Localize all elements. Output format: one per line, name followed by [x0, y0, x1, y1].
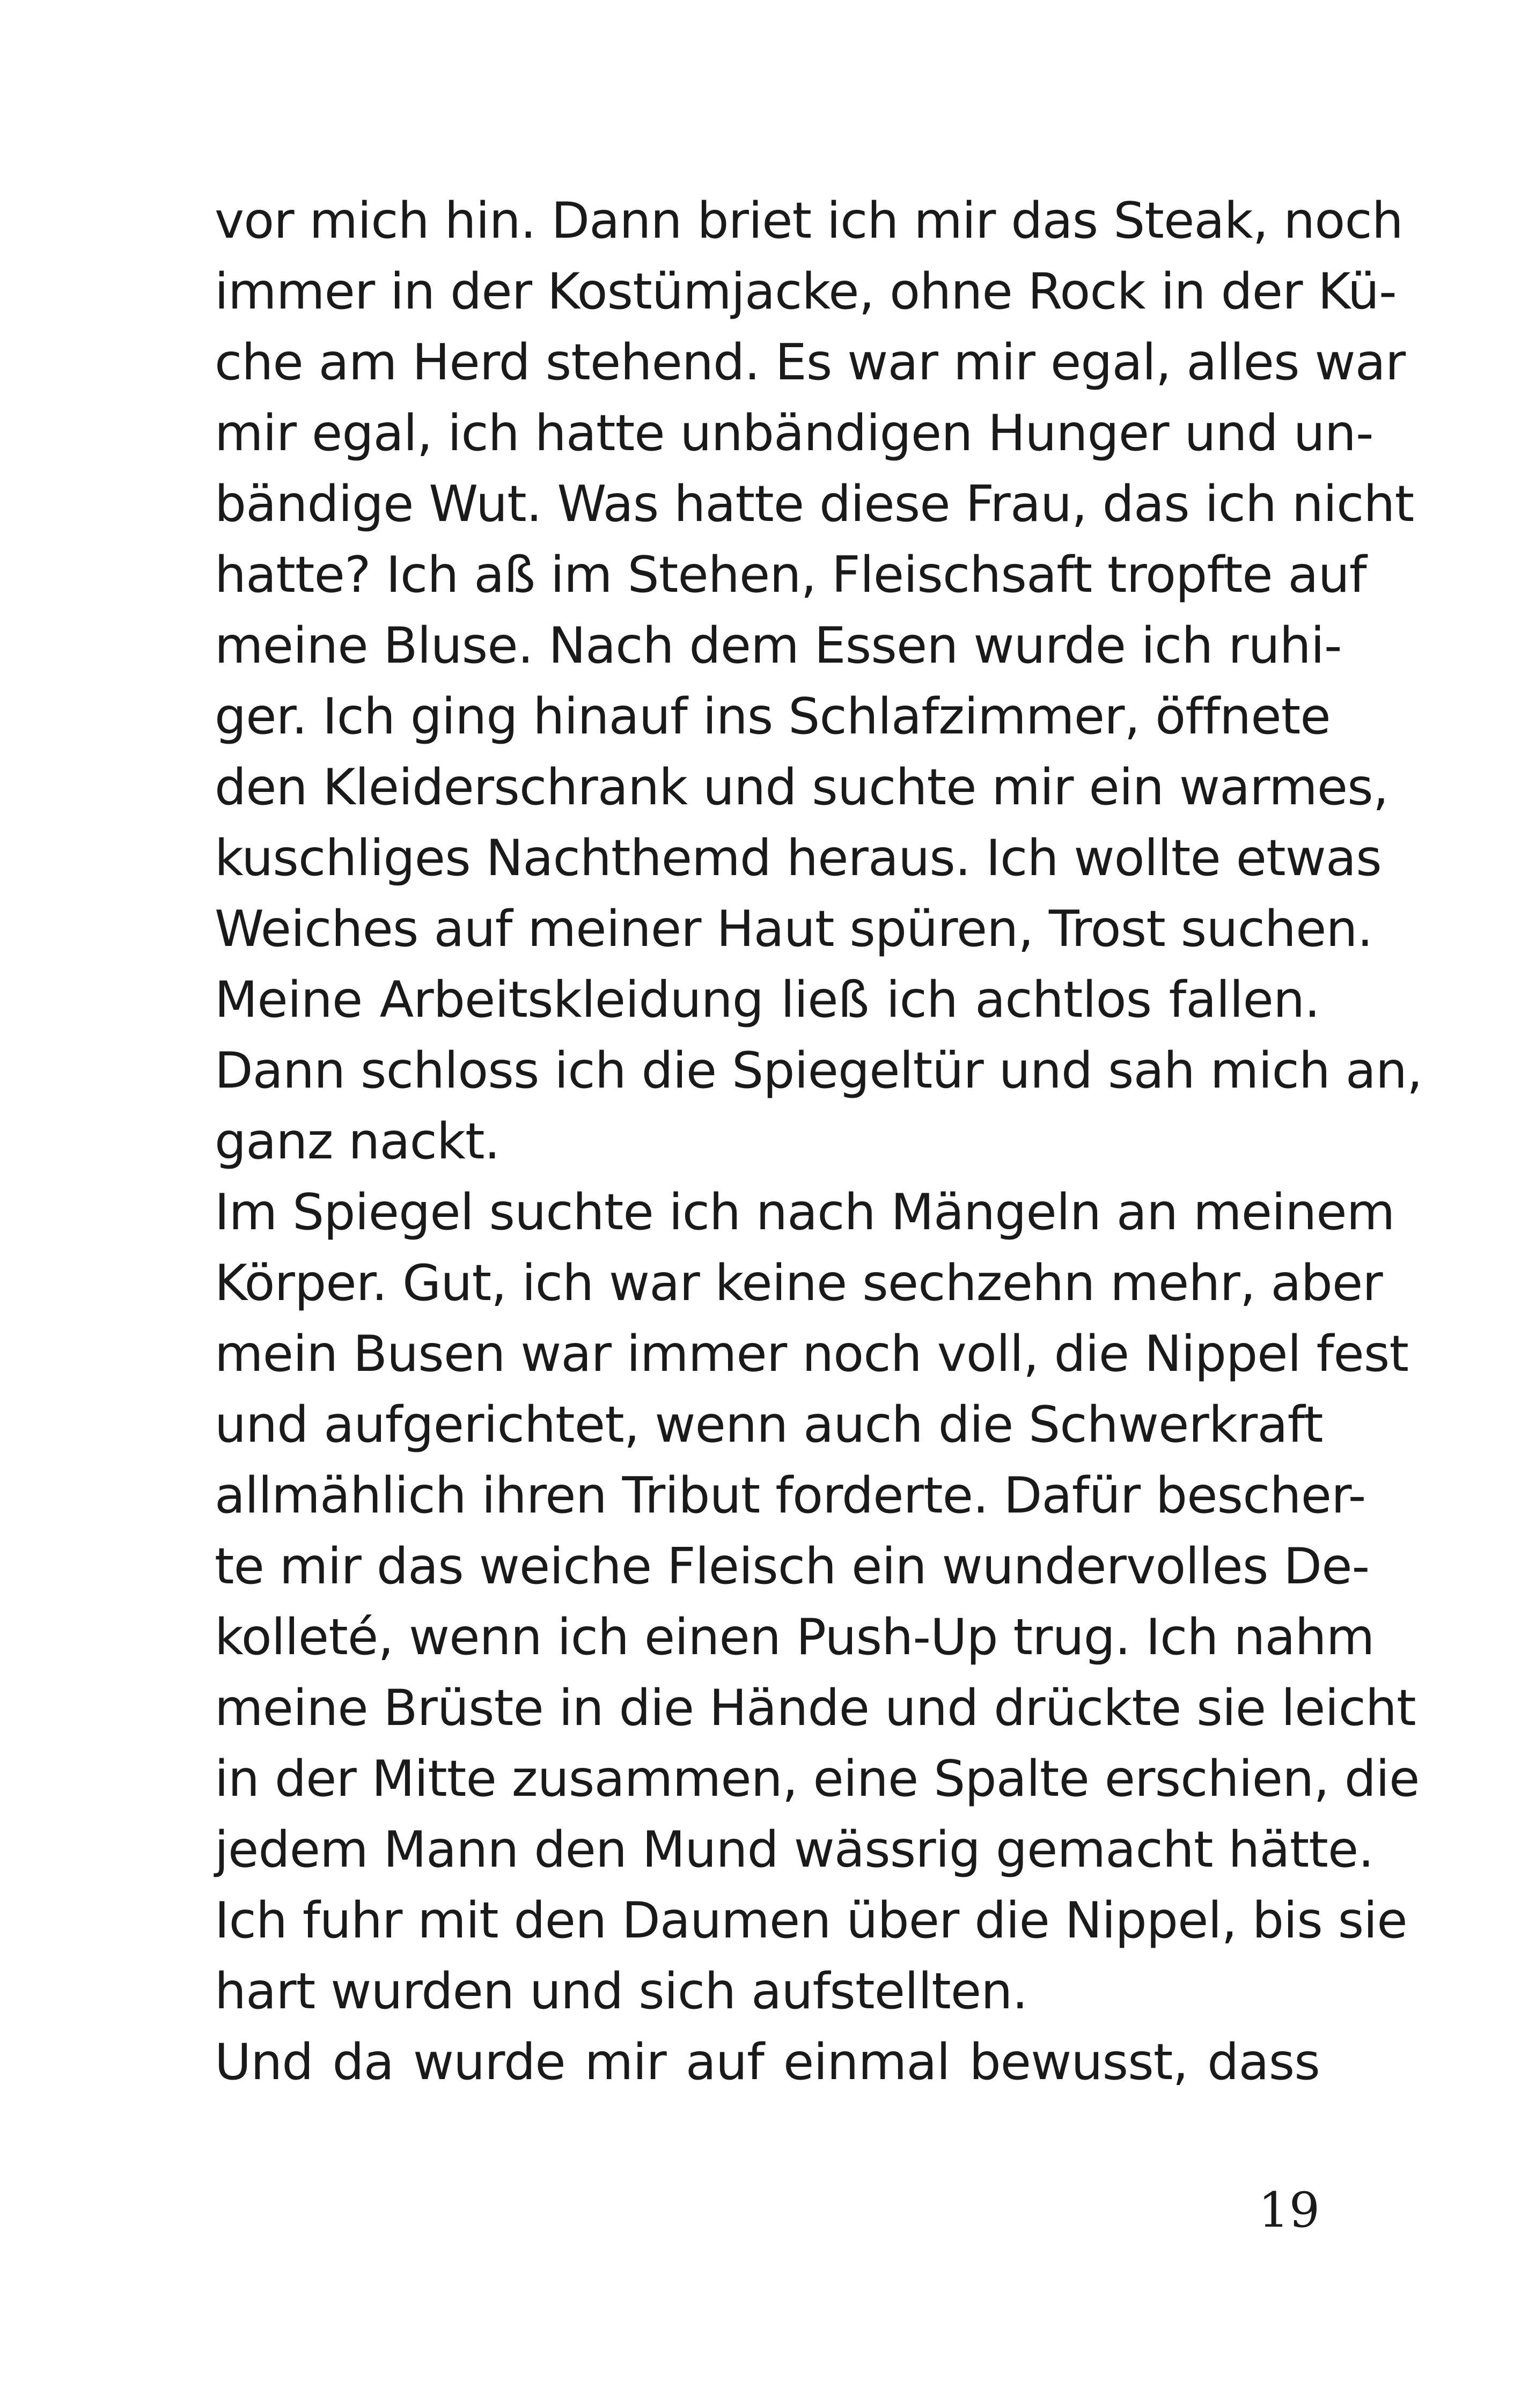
page-number: 19	[1258, 2182, 1320, 2238]
paragraph-end-line: hart wurden und sich aufstellten.	[215, 1962, 1028, 2020]
text-line: Dann schloss ich die Spiegeltür und sah mich an,	[215, 1041, 1422, 1099]
text-line: jedem Mann den Mund wässrig gemacht hätte.	[215, 1820, 1374, 1878]
text-line: kolleté, wenn ich einen Push-Up trug. Ich nahm	[215, 1608, 1375, 1666]
text-line: Ich fuhr mit den Daumen über die Nippel, bis sie	[215, 1891, 1407, 1949]
text-line: bändige Wut. Was hatte diese Frau, das ich nicht	[215, 475, 1414, 533]
text-line: te mir das weiche Fleisch ein wundervolles De-	[215, 1537, 1370, 1595]
text-line: hatte? Ich aß im Stehen, Fleischsaft tropfte auf	[215, 546, 1366, 604]
text-line: mein Busen war immer noch voll, die Nippel fest	[215, 1325, 1409, 1383]
text-line: kuschliges Nachthemd heraus. Ich wollte etwas	[215, 829, 1382, 887]
text-line: Meine Arbeitskleidung ließ ich achtlos fallen.	[215, 971, 1320, 1029]
text-line: che am Herd stehend. Es war mir egal, alles war	[215, 333, 1406, 391]
text-line: Weiches auf meiner Haut spüren, Trost suchen.	[215, 900, 1373, 958]
text-line: immer in der Kostümjacke, ohne Rock in der Kü-	[215, 262, 1397, 320]
body-text	[215, 185, 1422, 2097]
text-line: meine Brüste in die Hände und drückte sie leicht	[215, 1679, 1416, 1737]
text-line: den Kleiderschrank und suchte mir ein warmes,	[215, 758, 1388, 816]
paragraph-end-line: ganz nackt.	[215, 1112, 500, 1170]
text-line: meine Bluse. Nach dem Essen wurde ich ruhi-	[215, 616, 1342, 674]
text-line: ger. Ich ging hinauf ins Schlafzimmer, öffnete	[215, 687, 1331, 745]
text-line: in der Mitte zusammen, eine Spalte erschien, die	[215, 1750, 1420, 1808]
text-line: und aufgerichtet, wenn auch die Schwerkraft	[215, 1396, 1323, 1453]
text-line: Und da wurde mir auf einmal bewusst, dass	[215, 2033, 1320, 2091]
text-line: allmählich ihren Tribut forderte. Dafür bescher-	[215, 1466, 1366, 1524]
text-line: Körper. Gut, ich war keine sechzehn mehr, aber	[215, 1254, 1383, 1312]
text-line: vor mich hin. Dann briet ich mir das Steak, noch	[215, 192, 1403, 249]
text-line: Im Spiegel suchte ich nach Mängeln an meinem	[215, 1183, 1395, 1241]
text-line: mir egal, ich hatte unbändigen Hunger und un-	[215, 404, 1373, 462]
